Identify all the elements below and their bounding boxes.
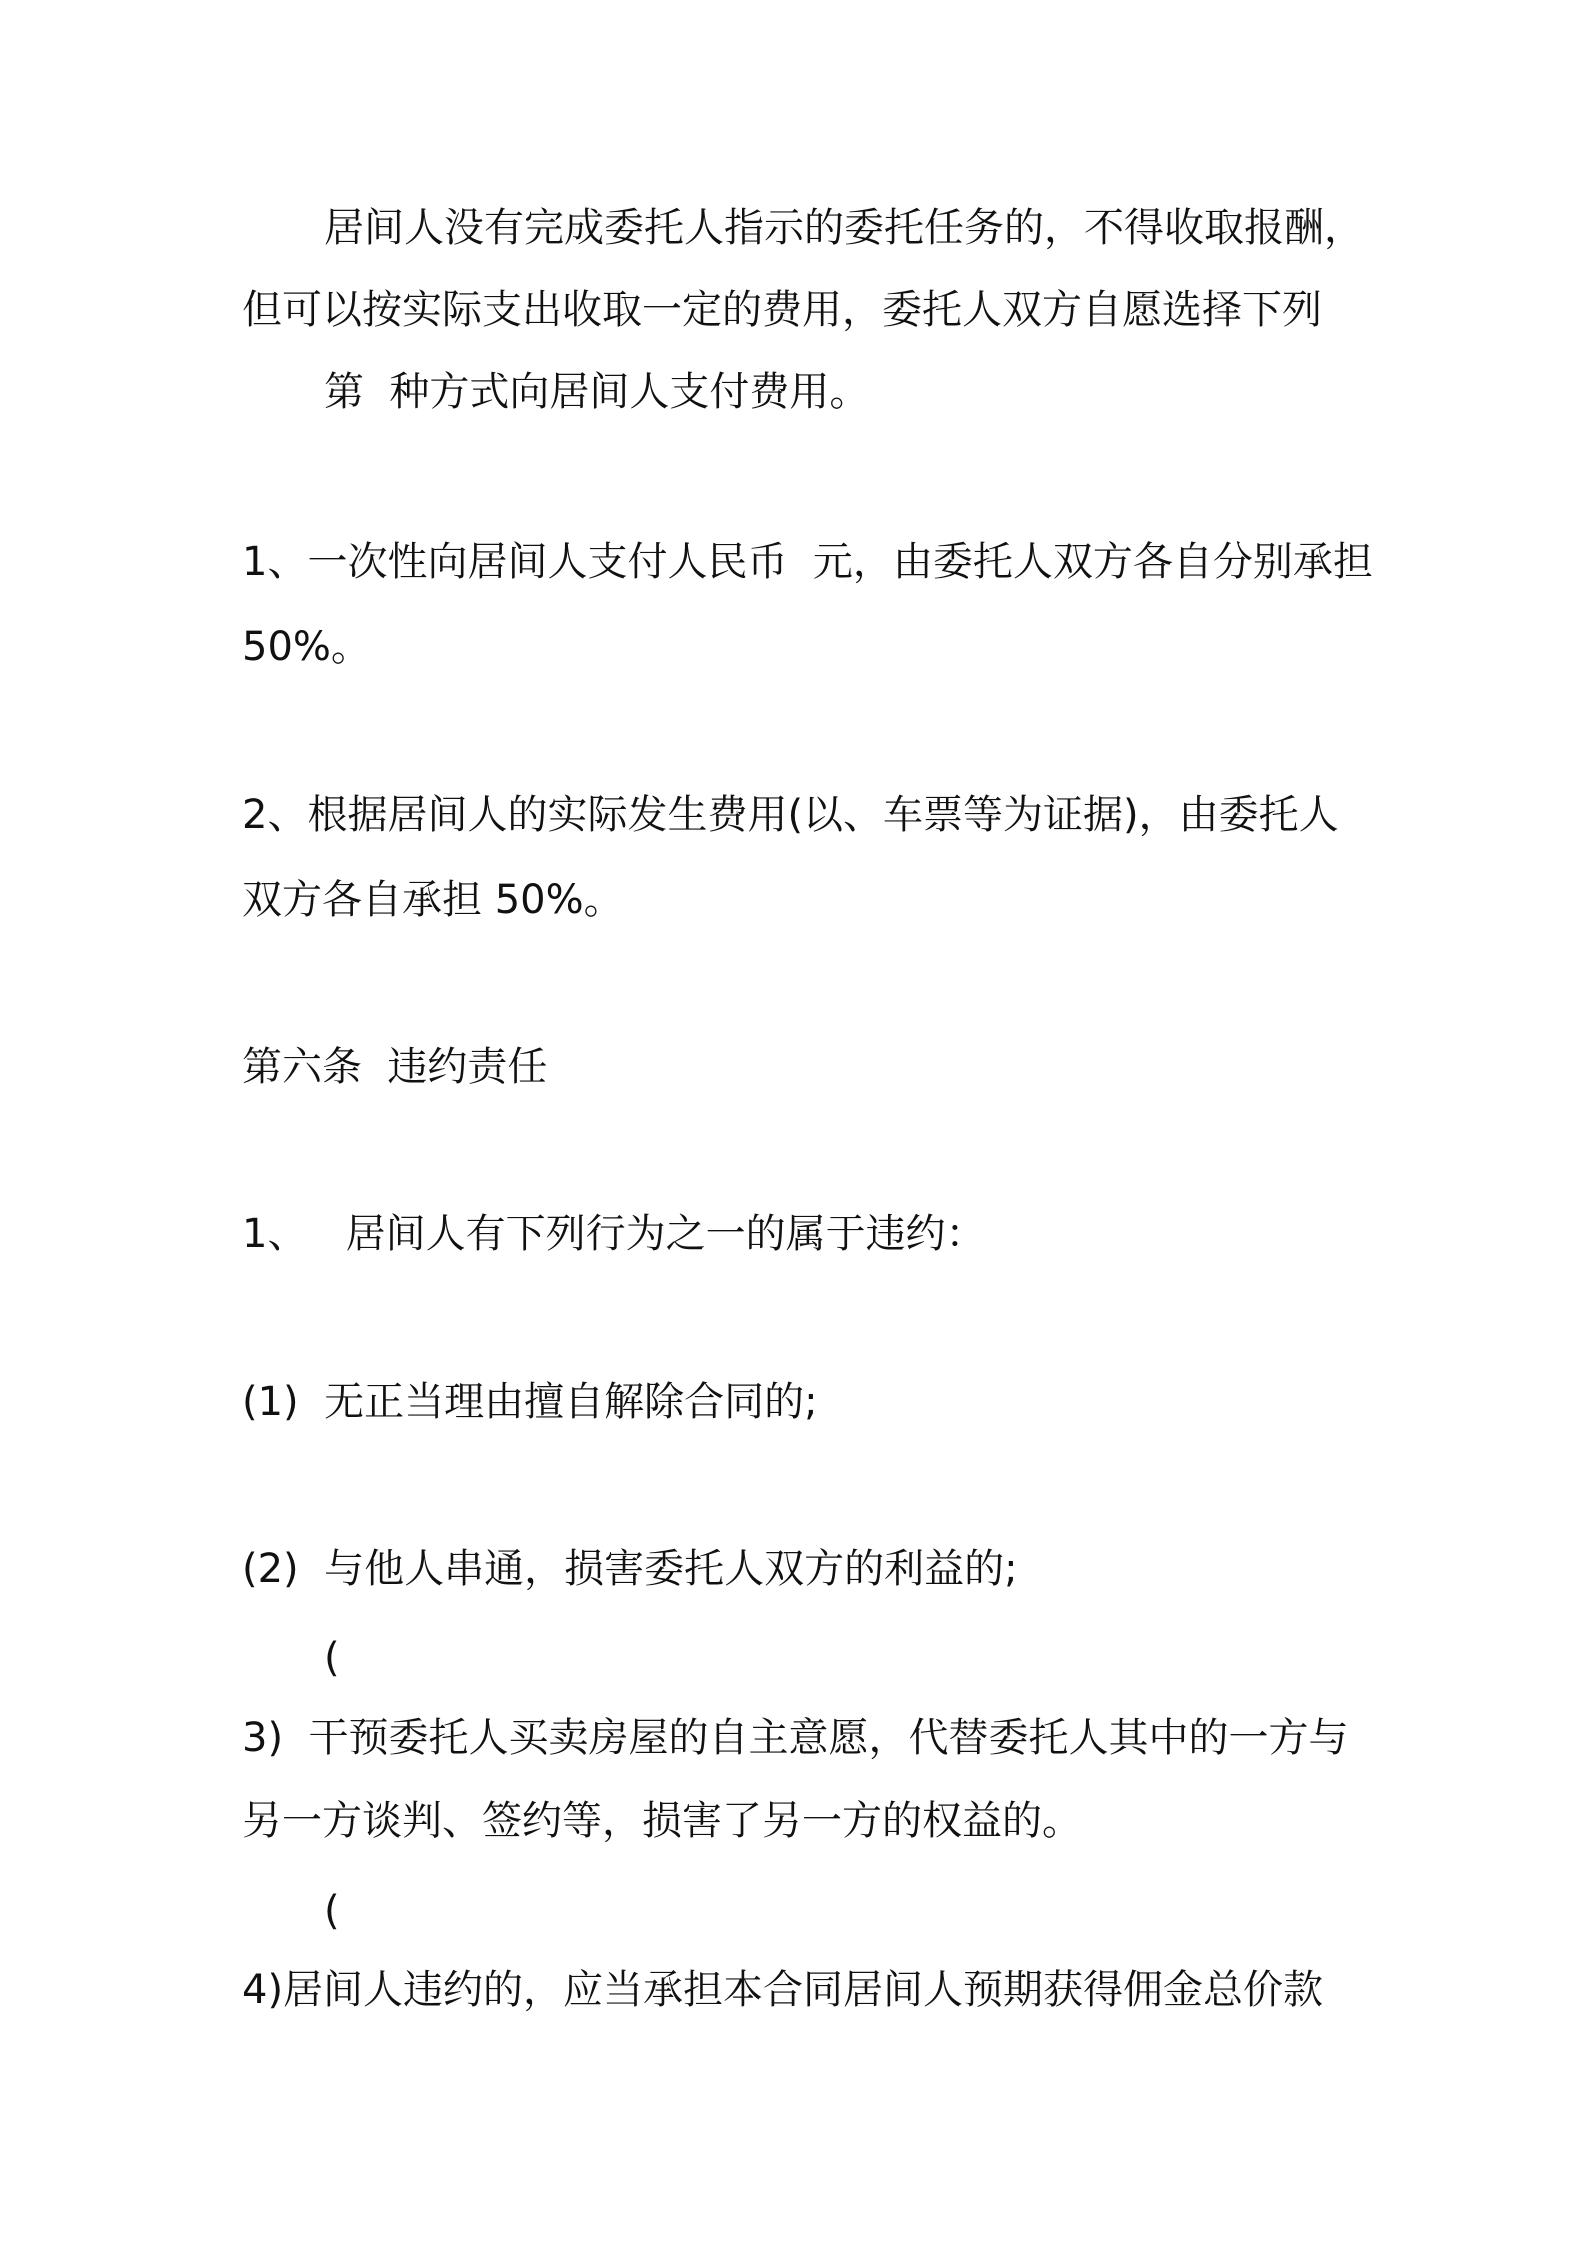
article-6-sub-item-1: (1) 无正当理由擅自解除合同的; <box>242 1379 818 1425</box>
article-6-sub-item-4-paren: ( <box>324 1888 340 1934</box>
fee-clause-line-2: 但可以按实际支出收取一定的费用，委托人双方自愿选择下列 <box>242 287 1322 333</box>
article-6-item-1: 1、 居间人有下列行为之一的属于违约： <box>242 1211 986 1257</box>
article-6-sub-item-4-line-1: 4)居间人违约的，应当承担本合同居间人预期获得佣金总价款 <box>242 1967 1324 2013</box>
article-6-heading: 第六条 违约责任 <box>242 1044 548 1090</box>
fee-clause-line-1: 居间人没有完成委托人指示的委托任务的，不得收取报酬， <box>324 205 1364 251</box>
article-6-sub-item-3-line-1: 3) 干预委托人买卖房屋的自主意愿，代替委托人其中的一方与 <box>242 1715 1349 1761</box>
article-6-sub-item-3-line-2: 另一方谈判、签约等，损害了另一方的权益的。 <box>242 1798 1082 1844</box>
option-2-line-2: 双方各自承担 50%。 <box>242 877 624 923</box>
option-1-line-1: 1、一次性向居间人支付人民币 元，由委托人双方各自分别承担 <box>242 539 1373 585</box>
option-2-line-1: 2、根据居间人的实际发生费用(以、车票等为证据)，由委托人 <box>242 792 1339 838</box>
option-1-line-2: 50%。 <box>242 624 371 670</box>
article-6-sub-item-2: (2) 与他人串通，损害委托人双方的利益的; <box>242 1546 1018 1592</box>
fee-clause-line-3: 第 种方式向居间人支付费用。 <box>324 369 870 415</box>
article-6-sub-item-3-paren: ( <box>324 1635 340 1681</box>
